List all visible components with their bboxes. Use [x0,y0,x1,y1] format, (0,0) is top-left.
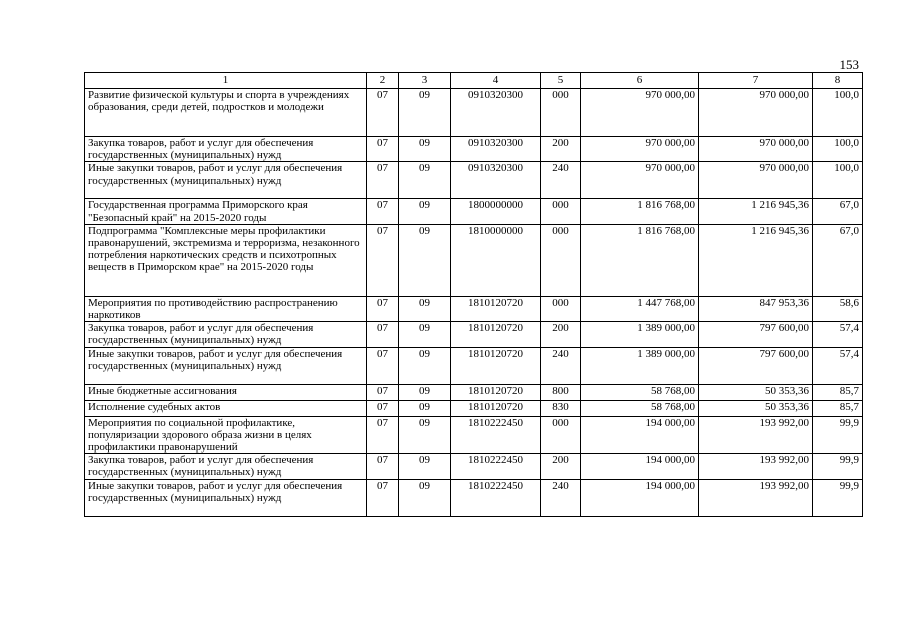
cell-executed: 970 000,00 [699,137,813,162]
cell-executed: 50 353,36 [699,400,813,416]
cell-target-article: 1810120720 [451,322,541,347]
cell-section: 07 [367,416,399,454]
cell-expense-type: 240 [541,347,581,384]
cell-description: Закупка товаров, работ и услуг для обеспечения государственных (муниципальных) нужд [85,322,367,347]
cell-planned: 58 768,00 [581,400,699,416]
cell-section: 07 [367,89,399,137]
cell-expense-type: 240 [541,162,581,199]
cell-subsection: 09 [399,137,451,162]
cell-description: Иные закупки товаров, работ и услуг для обеспечения государственных (муниципальных) нужд [85,479,367,516]
cell-planned: 1 389 000,00 [581,347,699,384]
cell-executed: 50 353,36 [699,384,813,400]
cell-expense-type: 240 [541,479,581,516]
cell-percent: 100,0 [813,89,863,137]
cell-planned: 970 000,00 [581,137,699,162]
cell-description: Закупка товаров, работ и услуг для обеспечения государственных (муниципальных) нужд [85,137,367,162]
header-row [85,73,863,89]
header-col-2: 2 [367,73,399,89]
cell-planned: 1 447 768,00 [581,296,699,321]
cell-description: Государственная программа Приморского края "Безопасный край" на 2015-2020 годы [85,199,367,224]
header-col-8: 8 [813,73,863,89]
table-row [85,347,863,384]
header-col-3: 3 [399,73,451,89]
cell-description: Мероприятия по противодействию распространению наркотиков [85,296,367,321]
cell-executed: 193 992,00 [699,479,813,516]
cell-section: 07 [367,296,399,321]
cell-subsection: 09 [399,199,451,224]
cell-section: 07 [367,347,399,384]
cell-planned: 1 816 768,00 [581,199,699,224]
cell-subsection: 09 [399,224,451,296]
table-row [85,137,863,162]
cell-target-article: 1810120720 [451,347,541,384]
table-row [85,162,863,199]
cell-expense-type: 200 [541,322,581,347]
cell-target-article: 1810120720 [451,384,541,400]
cell-section: 07 [367,454,399,479]
cell-description: Закупка товаров, работ и услуг для обеспечения государственных (муниципальных) нужд [85,454,367,479]
cell-planned: 1 389 000,00 [581,322,699,347]
table-row [85,224,863,296]
cell-target-article: 1810222450 [451,454,541,479]
cell-subsection: 09 [399,296,451,321]
cell-subsection: 09 [399,347,451,384]
cell-target-article: 1810120720 [451,296,541,321]
cell-expense-type: 000 [541,89,581,137]
cell-planned: 194 000,00 [581,416,699,454]
cell-percent: 100,0 [813,137,863,162]
cell-target-article: 0910320300 [451,162,541,199]
page-number: 153 [839,57,859,72]
cell-expense-type: 800 [541,384,581,400]
table-row [85,416,863,454]
cell-target-article: 1800000000 [451,199,541,224]
cell-planned: 194 000,00 [581,479,699,516]
table-row [85,89,863,137]
cell-subsection: 09 [399,322,451,347]
cell-description: Иные закупки товаров, работ и услуг для обеспечения государственных (муниципальных) нужд [85,162,367,199]
table-row [85,479,863,516]
cell-executed: 847 953,36 [699,296,813,321]
table-row [85,454,863,479]
table-row [85,384,863,400]
cell-expense-type: 200 [541,137,581,162]
cell-planned: 194 000,00 [581,454,699,479]
cell-executed: 1 216 945,36 [699,224,813,296]
cell-description: Иные закупки товаров, работ и услуг для обеспечения государственных (муниципальных) нужд [85,347,367,384]
cell-target-article: 1810000000 [451,224,541,296]
cell-subsection: 09 [399,162,451,199]
cell-description: Развитие физической культуры и спорта в учреждениях образования, среди детей, подростков и молодежи [85,89,367,137]
cell-expense-type: 830 [541,400,581,416]
cell-section: 07 [367,137,399,162]
cell-percent: 67,0 [813,199,863,224]
cell-target-article: 0910320300 [451,137,541,162]
cell-expense-type: 000 [541,199,581,224]
cell-percent: 99,9 [813,454,863,479]
cell-executed: 1 216 945,36 [699,199,813,224]
cell-executed: 193 992,00 [699,416,813,454]
cell-description: Иные бюджетные ассигнования [85,384,367,400]
cell-target-article: 1810120720 [451,400,541,416]
cell-subsection: 09 [399,384,451,400]
table-row [85,400,863,416]
cell-percent: 57,4 [813,347,863,384]
cell-percent: 58,6 [813,296,863,321]
table-header [85,73,863,89]
cell-planned: 1 816 768,00 [581,224,699,296]
cell-executed: 193 992,00 [699,454,813,479]
header-col-7: 7 [699,73,813,89]
cell-section: 07 [367,199,399,224]
table-body [85,89,863,517]
cell-description: Исполнение судебных актов [85,400,367,416]
cell-expense-type: 000 [541,296,581,321]
cell-subsection: 09 [399,400,451,416]
cell-percent: 85,7 [813,384,863,400]
header-col-4: 4 [451,73,541,89]
cell-executed: 970 000,00 [699,89,813,137]
cell-target-article: 1810222450 [451,479,541,516]
cell-planned: 970 000,00 [581,89,699,137]
cell-subsection: 09 [399,479,451,516]
cell-percent: 67,0 [813,224,863,296]
cell-section: 07 [367,322,399,347]
cell-section: 07 [367,400,399,416]
cell-planned: 58 768,00 [581,384,699,400]
cell-executed: 797 600,00 [699,347,813,384]
table-row [85,296,863,321]
budget-table [84,72,863,517]
table-row [85,199,863,224]
cell-section: 07 [367,162,399,199]
header-col-1: 1 [85,73,367,89]
header-col-6: 6 [581,73,699,89]
cell-percent: 85,7 [813,400,863,416]
cell-target-article: 0910320300 [451,89,541,137]
cell-expense-type: 000 [541,224,581,296]
cell-section: 07 [367,384,399,400]
cell-percent: 100,0 [813,162,863,199]
cell-subsection: 09 [399,89,451,137]
cell-percent: 99,9 [813,416,863,454]
cell-subsection: 09 [399,454,451,479]
cell-description: Мероприятия по социальной профилактике, популяризации здорового образа жизни в целях профилактики правонарушений [85,416,367,454]
header-col-5: 5 [541,73,581,89]
cell-section: 07 [367,224,399,296]
cell-target-article: 1810222450 [451,416,541,454]
cell-subsection: 09 [399,416,451,454]
cell-executed: 797 600,00 [699,322,813,347]
cell-executed: 970 000,00 [699,162,813,199]
cell-planned: 970 000,00 [581,162,699,199]
cell-section: 07 [367,479,399,516]
cell-percent: 57,4 [813,322,863,347]
cell-expense-type: 200 [541,454,581,479]
cell-percent: 99,9 [813,479,863,516]
cell-description: Подпрограмма "Комплексные меры профилактики правонарушений, экстремизма и терроризма, незаконного потребления наркотических средств и психотропных веществ в Приморском крае" на 2015-2020 годы [85,224,367,296]
cell-expense-type: 000 [541,416,581,454]
table-row [85,322,863,347]
